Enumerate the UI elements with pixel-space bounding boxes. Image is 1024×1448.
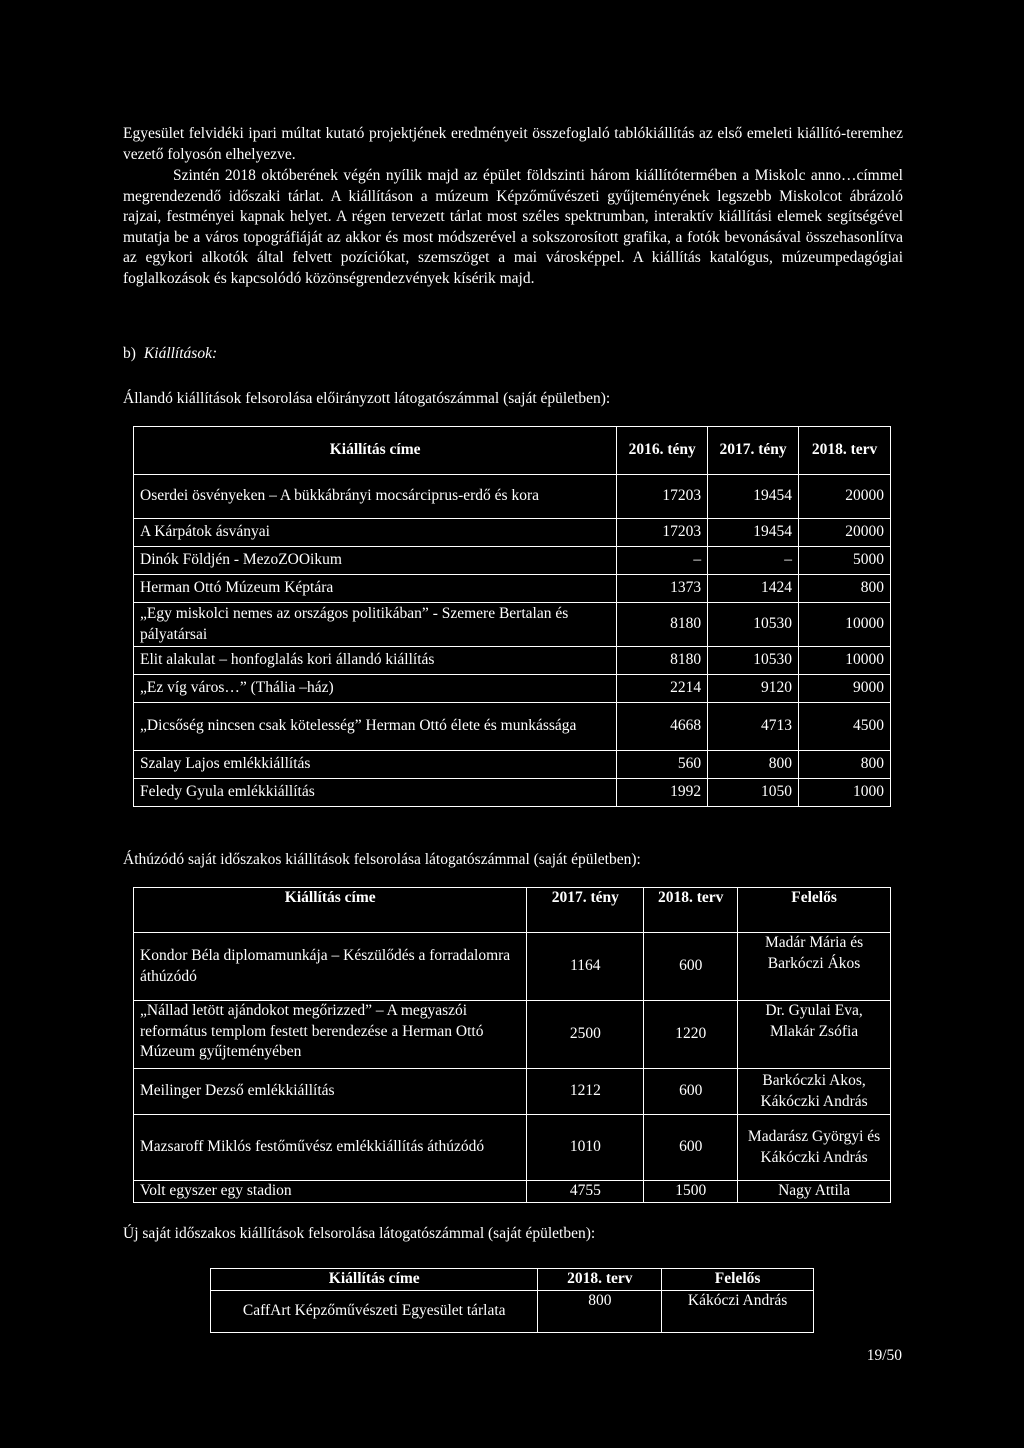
cell-title: „Nállad letött ajándokot megőrizzed” – A megyaszói református templom festett berendezése a Herman Ottó Múzeum gyűjteményében <box>134 1001 527 1069</box>
cell-responsible: Kákóczi András <box>662 1290 814 1332</box>
cell-2018: 1500 <box>644 1181 738 1203</box>
cell-2017: 4755 <box>527 1181 644 1203</box>
new-exhibitions-intro: Új saját időszakos kiállítások felsorolása látogatószámmal (saját épületben): <box>123 1225 596 1242</box>
table-header-row <box>134 427 891 475</box>
cell-2018: 1220 <box>644 1001 738 1069</box>
header-2018: 2018. terv <box>799 427 891 475</box>
cell-2018: 10000 <box>799 603 891 647</box>
header-title: Kiállítás címe <box>211 1269 538 1291</box>
cell-title: „Egy miskolci nemes az országos politikában” - Szemere Bertalan és pályatársai <box>134 603 617 647</box>
temporary-intro: Áthúzódó saját időszakos kiállítások felsorolása látogatószámmal (saját épületben): <box>123 851 641 868</box>
cell-2017: 1164 <box>527 933 644 1001</box>
header-2018: 2018. terv <box>538 1269 662 1291</box>
table-row <box>134 933 891 1001</box>
cell-title: Oserdei ösvényeken – A bükkábrányi mocsárciprus-erdő és kora <box>134 475 617 519</box>
cell-2016: 17203 <box>617 519 708 547</box>
cell-2017: 4713 <box>708 703 799 751</box>
cell-responsible: Madár Mária és Barkóczi Ákos <box>738 933 891 1001</box>
permanent-intro: Állandó kiállítások felsorolása előirányzott látogatószámmal (saját épületben): <box>123 390 611 407</box>
cell-title: Meilinger Dezső emlékkiállítás <box>134 1069 527 1115</box>
cell-2017: – <box>708 547 799 575</box>
table-row <box>134 647 891 675</box>
table-header-row <box>134 888 891 933</box>
cell-title: Volt egyszer egy stadion <box>134 1181 527 1203</box>
cell-2017: 800 <box>708 751 799 779</box>
header-2017: 2017. tény <box>527 888 644 933</box>
table-row <box>134 779 891 807</box>
header-2017: 2017. tény <box>708 427 799 475</box>
temporary-exhibitions-table <box>133 887 891 1203</box>
table-row <box>134 575 891 603</box>
cell-2016: 1373 <box>617 575 708 603</box>
cell-title: CaffArt Képzőművészeti Egyesület tárlata <box>211 1290 538 1332</box>
header-responsible: Felelős <box>662 1269 814 1291</box>
cell-2018: 800 <box>538 1290 662 1332</box>
cell-2018: 10000 <box>799 647 891 675</box>
table-row <box>134 1115 891 1181</box>
cell-title: A Kárpátok ásványai <box>134 519 617 547</box>
cell-2018: 9000 <box>799 675 891 703</box>
cell-2017: 1050 <box>708 779 799 807</box>
cell-2017: 2500 <box>527 1001 644 1069</box>
cell-responsible: Barkóczki Akos, Kákóczki András <box>738 1069 891 1115</box>
cell-responsible: Dr. Gyulai Eva, Mlakár Zsófia <box>738 1001 891 1069</box>
table-row <box>134 1069 891 1115</box>
cell-2017: 19454 <box>708 475 799 519</box>
header-2016: 2016. tény <box>617 427 708 475</box>
cell-title: Herman Ottó Múzeum Képtára <box>134 575 617 603</box>
cell-2018: 800 <box>799 751 891 779</box>
cell-title: Feledy Gyula emlékkiállítás <box>134 779 617 807</box>
cell-responsible: Nagy Attila <box>738 1181 891 1203</box>
header-responsible: Felelős <box>738 888 891 933</box>
cell-2017: 10530 <box>708 647 799 675</box>
table-row <box>134 603 891 647</box>
cell-title: Kondor Béla diplomamunkája – Készülődés a forradalomra áthúzódó <box>134 933 527 1001</box>
cell-2017: 10530 <box>708 603 799 647</box>
cell-2018: 4500 <box>799 703 891 751</box>
cell-title: „Ez víg város…” (Thália –ház) <box>134 675 617 703</box>
table-row <box>134 751 891 779</box>
cell-2018: 800 <box>799 575 891 603</box>
table-row <box>134 1181 891 1203</box>
cell-2017: 1424 <box>708 575 799 603</box>
cell-title: Szalay Lajos emlékkiállítás <box>134 751 617 779</box>
table-row <box>134 1001 891 1069</box>
cell-2016: 4668 <box>617 703 708 751</box>
cell-2018: 600 <box>644 1115 738 1181</box>
cell-2017: 9120 <box>708 675 799 703</box>
section-marker: b) <box>123 345 136 362</box>
table-row <box>134 547 891 575</box>
cell-2016: 560 <box>617 751 708 779</box>
cell-2018: 1000 <box>799 779 891 807</box>
intro-paragraph-1: Egyesület felvidéki ipari múltat kutató projektjének eredményeit összefoglaló tablókiállítás az első emeleti kiállító-teremhez vezető folyosón elhelyezve. <box>123 125 903 163</box>
table-row <box>134 519 891 547</box>
cell-2016: 2214 <box>617 675 708 703</box>
table-row <box>134 475 891 519</box>
cell-2017: 1010 <box>527 1115 644 1181</box>
cell-title: Elit alakulat – honfoglalás kori állandó kiállítás <box>134 647 617 675</box>
header-title: Kiállítás címe <box>134 888 527 933</box>
cell-title: Mazsaroff Miklós festőművész emlékkiállítás áthúzódó <box>134 1115 527 1181</box>
cell-2016: – <box>617 547 708 575</box>
header-title: Kiállítás címe <box>134 427 617 475</box>
table-row <box>134 675 891 703</box>
cell-2018: 20000 <box>799 475 891 519</box>
section-title: Kiállítások: <box>143 345 218 362</box>
table-row <box>211 1290 814 1332</box>
cell-2017: 1212 <box>527 1069 644 1115</box>
section-heading <box>123 344 217 365</box>
cell-responsible: Madarász Györgyi és Kákóczki András <box>738 1115 891 1181</box>
header-2018: 2018. terv <box>644 888 738 933</box>
new-exhibitions-table <box>210 1268 814 1333</box>
cell-2018: 600 <box>644 1069 738 1115</box>
cell-title: „Dicsőség nincsen csak kötelesség” Herman Ottó élete és munkássága <box>134 703 617 751</box>
cell-2016: 8180 <box>617 603 708 647</box>
permanent-exhibitions-table <box>133 426 891 807</box>
cell-2018: 5000 <box>799 547 891 575</box>
cell-2017: 19454 <box>708 519 799 547</box>
table-header-row <box>211 1269 814 1291</box>
cell-2016: 8180 <box>617 647 708 675</box>
page-number: 19/50 <box>866 1347 902 1364</box>
cell-2016: 17203 <box>617 475 708 519</box>
cell-title: Dinók Földjén - MezoZOOikum <box>134 547 617 575</box>
table-row <box>134 703 891 751</box>
cell-2016: 1992 <box>617 779 708 807</box>
intro-paragraph-2: Szintén 2018 októberének végén nyílik majd az épület földszinti három kiállítótermében a Miskolc anno…címmel megrendezendő időszaki tárlat. A kiállításon a múzeum Képzőművészeti gyűjteményének legszebb Miskolcot ábrázoló rajzai, festményei kapnak helyet. A régen tervezett tárlat most széles spektrumban, interaktív kiállítási elemek segítségével mutatja be a város topográfiáját az akkor és most módszerével a sokszorosított grafika, a fotók bevonásával összehasonlítva az egykori alkotók által felvett pozíciókat, szemszöget a mai városképpel. A kiállítás katalógus, múzeumpedagógiai foglalkozások és kapcsolódó közönségrendezvények kísérik majd. <box>123 167 903 287</box>
cell-2018: 20000 <box>799 519 891 547</box>
cell-2018: 600 <box>644 933 738 1001</box>
